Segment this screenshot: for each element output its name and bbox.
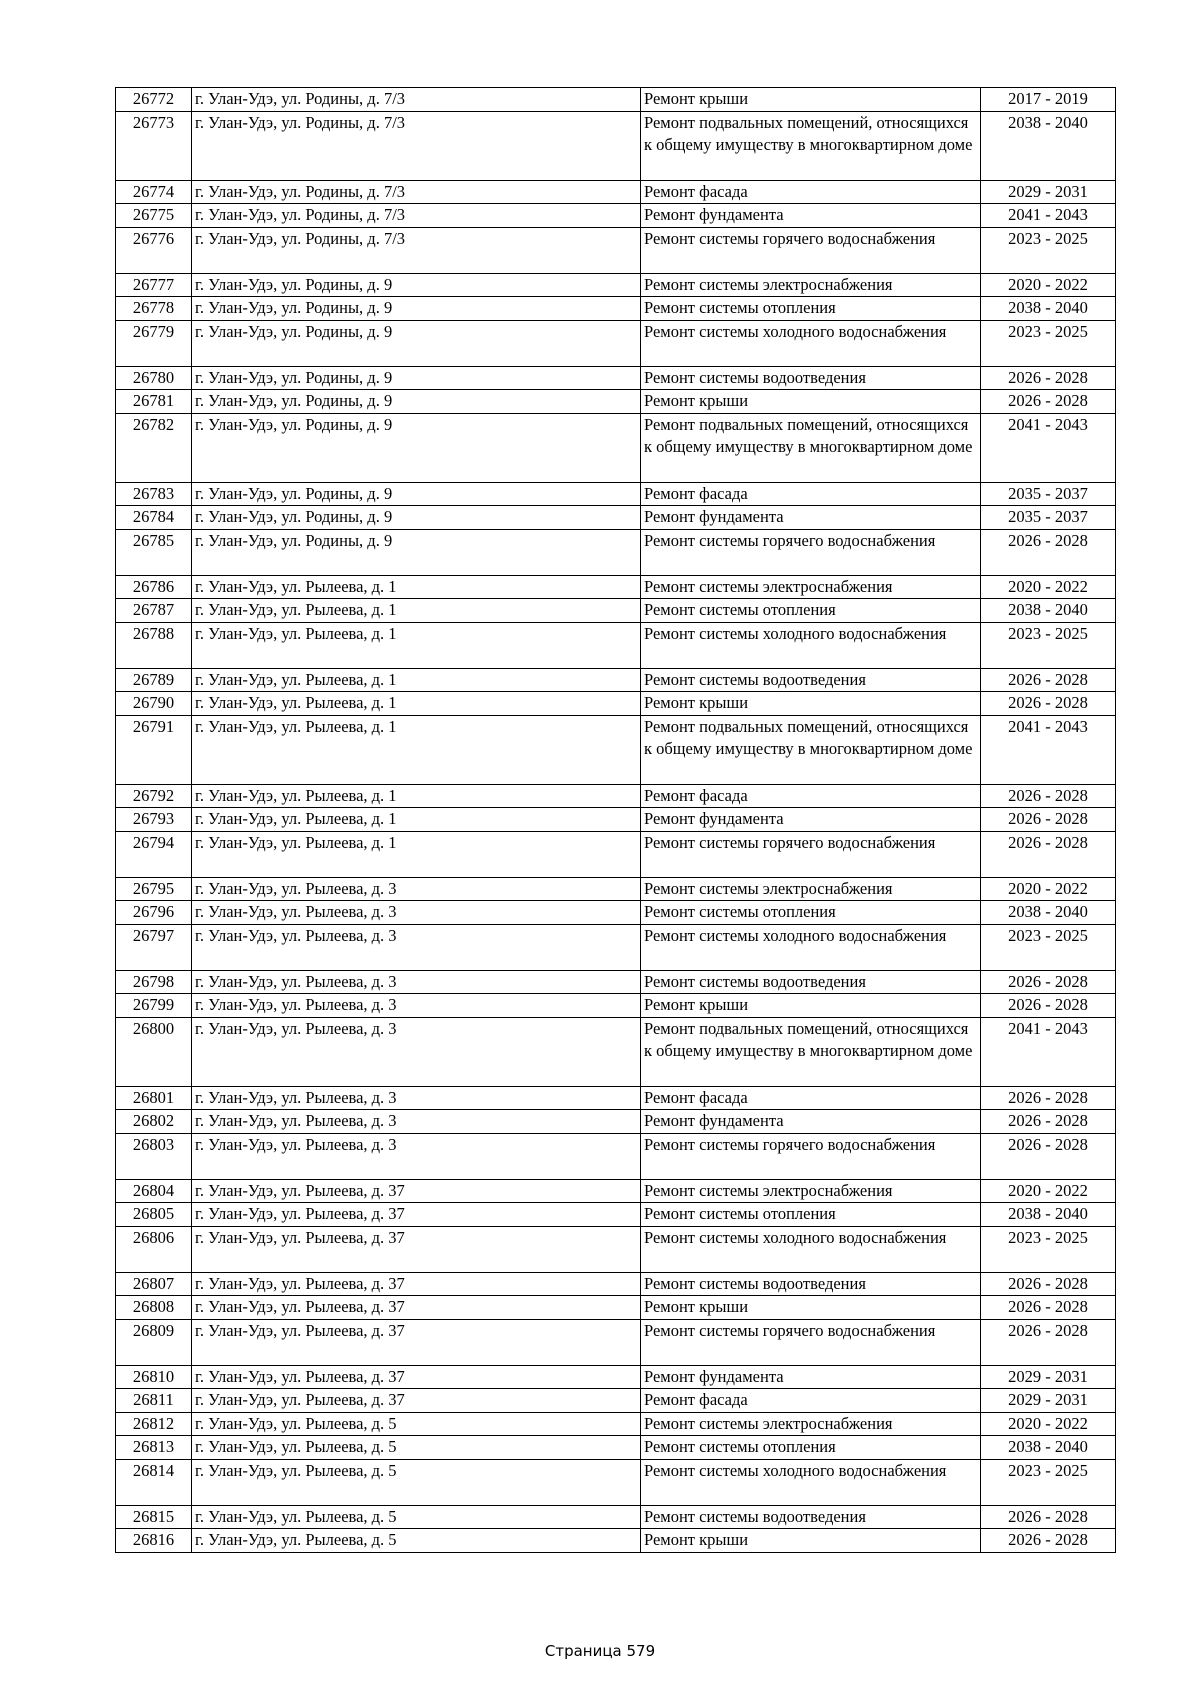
table-row — [116, 1203, 1116, 1227]
row-number: 26815 — [116, 1505, 192, 1529]
table-row — [116, 366, 1116, 390]
row-years: 2026 - 2028 — [981, 808, 1116, 832]
table-row — [116, 482, 1116, 506]
row-work-type: Ремонт фасада — [641, 784, 981, 808]
row-address: г. Улан-Удэ, ул. Рылеева, д. 3 — [192, 994, 641, 1018]
row-number: 26791 — [116, 715, 192, 784]
row-address: г. Улан-Удэ, ул. Родины, д. 9 — [192, 390, 641, 414]
row-years: 2038 - 2040 — [981, 599, 1116, 623]
row-number: 26810 — [116, 1365, 192, 1389]
row-work-type: Ремонт системы электроснабжения — [641, 273, 981, 297]
row-work-type: Ремонт системы холодного водоснабжения — [641, 320, 981, 366]
row-number: 26801 — [116, 1086, 192, 1110]
row-years: 2038 - 2040 — [981, 901, 1116, 925]
row-years: 2038 - 2040 — [981, 1436, 1116, 1460]
row-number: 26808 — [116, 1296, 192, 1320]
row-work-type: Ремонт системы водоотведения — [641, 668, 981, 692]
row-work-type: Ремонт системы водоотведения — [641, 1272, 981, 1296]
table-row — [116, 1319, 1116, 1365]
row-work-type: Ремонт подвальных помещений, относящихся к общему имуществу в многоквартирном доме — [641, 715, 981, 784]
row-number: 26772 — [116, 88, 192, 112]
row-number: 26798 — [116, 970, 192, 994]
table-row — [116, 784, 1116, 808]
row-address: г. Улан-Удэ, ул. Родины, д. 9 — [192, 506, 641, 530]
row-years: 2023 - 2025 — [981, 320, 1116, 366]
page-number: Страница 579 — [544, 1642, 656, 1660]
row-number: 26803 — [116, 1133, 192, 1179]
row-years: 2020 - 2022 — [981, 1412, 1116, 1436]
row-number: 26793 — [116, 808, 192, 832]
row-number: 26778 — [116, 297, 192, 321]
row-number: 26775 — [116, 204, 192, 228]
row-work-type: Ремонт фундамента — [641, 808, 981, 832]
row-address: г. Улан-Удэ, ул. Рылеева, д. 1 — [192, 575, 641, 599]
row-years: 2041 - 2043 — [981, 413, 1116, 482]
row-number: 26773 — [116, 111, 192, 180]
row-years: 2020 - 2022 — [981, 1179, 1116, 1203]
row-number: 26804 — [116, 1179, 192, 1203]
row-address: г. Улан-Удэ, ул. Рылеева, д. 5 — [192, 1529, 641, 1553]
row-work-type: Ремонт фасада — [641, 180, 981, 204]
row-number: 26795 — [116, 877, 192, 901]
table-row — [116, 692, 1116, 716]
row-number: 26788 — [116, 622, 192, 668]
row-address: г. Улан-Удэ, ул. Рылеева, д. 1 — [192, 784, 641, 808]
row-work-type: Ремонт фасада — [641, 1086, 981, 1110]
table-row — [116, 575, 1116, 599]
table-row — [116, 994, 1116, 1018]
row-work-type: Ремонт системы электроснабжения — [641, 575, 981, 599]
row-work-type: Ремонт крыши — [641, 390, 981, 414]
row-number: 26806 — [116, 1226, 192, 1272]
row-work-type: Ремонт системы холодного водоснабжения — [641, 1226, 981, 1272]
table-row — [116, 1459, 1116, 1505]
row-number: 26799 — [116, 994, 192, 1018]
row-number: 26785 — [116, 529, 192, 575]
table-row — [116, 970, 1116, 994]
row-years: 2026 - 2028 — [981, 1110, 1116, 1134]
table-row — [116, 901, 1116, 925]
row-number: 26812 — [116, 1412, 192, 1436]
row-years: 2026 - 2028 — [981, 1272, 1116, 1296]
table-row — [116, 273, 1116, 297]
row-address: г. Улан-Удэ, ул. Родины, д. 9 — [192, 482, 641, 506]
row-years: 2023 - 2025 — [981, 622, 1116, 668]
row-work-type: Ремонт крыши — [641, 994, 981, 1018]
row-number: 26784 — [116, 506, 192, 530]
row-work-type: Ремонт системы водоотведения — [641, 366, 981, 390]
row-address: г. Улан-Удэ, ул. Рылеева, д. 1 — [192, 808, 641, 832]
row-number: 26816 — [116, 1529, 192, 1553]
row-number: 26807 — [116, 1272, 192, 1296]
row-work-type: Ремонт системы электроснабжения — [641, 1179, 981, 1203]
row-work-type: Ремонт подвальных помещений, относящихся к общему имуществу в многоквартирном доме — [641, 413, 981, 482]
row-years: 2026 - 2028 — [981, 1086, 1116, 1110]
table-row — [116, 1296, 1116, 1320]
row-address: г. Улан-Удэ, ул. Родины, д. 9 — [192, 366, 641, 390]
table-row — [116, 180, 1116, 204]
row-address: г. Улан-Удэ, ул. Рылеева, д. 37 — [192, 1272, 641, 1296]
row-address: г. Улан-Удэ, ул. Рылеева, д. 5 — [192, 1459, 641, 1505]
row-years: 2026 - 2028 — [981, 668, 1116, 692]
row-work-type: Ремонт системы горячего водоснабжения — [641, 529, 981, 575]
row-number: 26779 — [116, 320, 192, 366]
row-number: 26792 — [116, 784, 192, 808]
row-address: г. Улан-Удэ, ул. Рылеева, д. 3 — [192, 1017, 641, 1086]
row-work-type: Ремонт фундамента — [641, 1110, 981, 1134]
table-row — [116, 1389, 1116, 1413]
row-work-type: Ремонт системы горячего водоснабжения — [641, 831, 981, 877]
row-number: 26794 — [116, 831, 192, 877]
row-years: 2023 - 2025 — [981, 1459, 1116, 1505]
row-address: г. Улан-Удэ, ул. Рылеева, д. 1 — [192, 622, 641, 668]
table-row — [116, 1272, 1116, 1296]
row-work-type: Ремонт системы отопления — [641, 297, 981, 321]
row-number: 26796 — [116, 901, 192, 925]
row-address: г. Улан-Удэ, ул. Рылеева, д. 5 — [192, 1412, 641, 1436]
row-work-type: Ремонт крыши — [641, 88, 981, 112]
table-row — [116, 877, 1116, 901]
row-address: г. Улан-Удэ, ул. Рылеева, д. 37 — [192, 1179, 641, 1203]
row-work-type: Ремонт системы отопления — [641, 1436, 981, 1460]
row-work-type: Ремонт системы водоотведения — [641, 1505, 981, 1529]
row-work-type: Ремонт подвальных помещений, относящихся к общему имуществу в многоквартирном доме — [641, 111, 981, 180]
row-work-type: Ремонт системы горячего водоснабжения — [641, 227, 981, 273]
row-years: 2038 - 2040 — [981, 297, 1116, 321]
row-address: г. Улан-Удэ, ул. Рылеева, д. 3 — [192, 970, 641, 994]
row-number: 26777 — [116, 273, 192, 297]
row-address: г. Улан-Удэ, ул. Рылеева, д. 3 — [192, 1086, 641, 1110]
row-number: 26800 — [116, 1017, 192, 1086]
row-work-type: Ремонт системы холодного водоснабжения — [641, 924, 981, 970]
row-years: 2026 - 2028 — [981, 692, 1116, 716]
row-address: г. Улан-Удэ, ул. Рылеева, д. 5 — [192, 1436, 641, 1460]
row-work-type: Ремонт системы отопления — [641, 599, 981, 623]
table-row — [116, 1226, 1116, 1272]
row-years: 2017 - 2019 — [981, 88, 1116, 112]
row-number: 26813 — [116, 1436, 192, 1460]
row-number: 26783 — [116, 482, 192, 506]
row-work-type: Ремонт крыши — [641, 1529, 981, 1553]
row-years: 2020 - 2022 — [981, 575, 1116, 599]
row-number: 26786 — [116, 575, 192, 599]
table-row — [116, 924, 1116, 970]
table-row — [116, 1505, 1116, 1529]
works-table — [115, 87, 1116, 1553]
row-address: г. Улан-Удэ, ул. Рылеева, д. 37 — [192, 1226, 641, 1272]
table-row — [116, 1133, 1116, 1179]
table-row — [116, 413, 1116, 482]
table-row — [116, 111, 1116, 180]
row-number: 26782 — [116, 413, 192, 482]
row-address: г. Улан-Удэ, ул. Рылеева, д. 37 — [192, 1203, 641, 1227]
table-row — [116, 1365, 1116, 1389]
row-number: 26805 — [116, 1203, 192, 1227]
table-row — [116, 1086, 1116, 1110]
row-years: 2020 - 2022 — [981, 273, 1116, 297]
table-row — [116, 227, 1116, 273]
row-years: 2041 - 2043 — [981, 204, 1116, 228]
row-years: 2026 - 2028 — [981, 1319, 1116, 1365]
table-row — [116, 1017, 1116, 1086]
row-number: 26809 — [116, 1319, 192, 1365]
row-address: г. Улан-Удэ, ул. Родины, д. 7/3 — [192, 88, 641, 112]
table-row — [116, 1529, 1116, 1553]
row-address: г. Улан-Удэ, ул. Родины, д. 9 — [192, 529, 641, 575]
row-years: 2026 - 2028 — [981, 390, 1116, 414]
row-years: 2026 - 2028 — [981, 784, 1116, 808]
row-years: 2023 - 2025 — [981, 1226, 1116, 1272]
row-years: 2029 - 2031 — [981, 1389, 1116, 1413]
table-row — [116, 599, 1116, 623]
table-row — [116, 668, 1116, 692]
table-row — [116, 529, 1116, 575]
row-years: 2035 - 2037 — [981, 506, 1116, 530]
row-work-type: Ремонт системы отопления — [641, 901, 981, 925]
table-row — [116, 715, 1116, 784]
row-work-type: Ремонт фундамента — [641, 204, 981, 228]
row-work-type: Ремонт крыши — [641, 692, 981, 716]
row-address: г. Улан-Удэ, ул. Родины, д. 7/3 — [192, 111, 641, 180]
row-address: г. Улан-Удэ, ул. Рылеева, д. 3 — [192, 1133, 641, 1179]
row-address: г. Улан-Удэ, ул. Рылеева, д. 37 — [192, 1389, 641, 1413]
table-row — [116, 297, 1116, 321]
row-years: 2026 - 2028 — [981, 1133, 1116, 1179]
row-years: 2026 - 2028 — [981, 529, 1116, 575]
table-row — [116, 1110, 1116, 1134]
row-years: 2020 - 2022 — [981, 877, 1116, 901]
row-years: 2026 - 2028 — [981, 366, 1116, 390]
row-address: г. Улан-Удэ, ул. Рылеева, д. 1 — [192, 668, 641, 692]
row-address: г. Улан-Удэ, ул. Родины, д. 7/3 — [192, 204, 641, 228]
row-work-type: Ремонт системы водоотведения — [641, 970, 981, 994]
table-row — [116, 204, 1116, 228]
row-years: 2038 - 2040 — [981, 111, 1116, 180]
row-address: г. Улан-Удэ, ул. Родины, д. 9 — [192, 413, 641, 482]
row-years: 2026 - 2028 — [981, 1529, 1116, 1553]
table-row — [116, 1436, 1116, 1460]
row-address: г. Улан-Удэ, ул. Рылеева, д. 5 — [192, 1505, 641, 1529]
row-address: г. Улан-Удэ, ул. Рылеева, д. 1 — [192, 599, 641, 623]
table-row — [116, 320, 1116, 366]
row-number: 26814 — [116, 1459, 192, 1505]
row-number: 26790 — [116, 692, 192, 716]
row-work-type: Ремонт системы электроснабжения — [641, 1412, 981, 1436]
row-years: 2026 - 2028 — [981, 831, 1116, 877]
row-years: 2038 - 2040 — [981, 1203, 1116, 1227]
row-work-type: Ремонт фасада — [641, 482, 981, 506]
row-number: 26780 — [116, 366, 192, 390]
row-years: 2029 - 2031 — [981, 180, 1116, 204]
table-row — [116, 88, 1116, 112]
row-number: 26776 — [116, 227, 192, 273]
table-row — [116, 1412, 1116, 1436]
row-years: 2026 - 2028 — [981, 1296, 1116, 1320]
row-work-type: Ремонт системы отопления — [641, 1203, 981, 1227]
row-number: 26787 — [116, 599, 192, 623]
row-work-type: Ремонт подвальных помещений, относящихся к общему имуществу в многоквартирном доме — [641, 1017, 981, 1086]
row-address: г. Улан-Удэ, ул. Рылеева, д. 37 — [192, 1365, 641, 1389]
row-work-type: Ремонт крыши — [641, 1296, 981, 1320]
row-address: г. Улан-Удэ, ул. Родины, д. 7/3 — [192, 227, 641, 273]
row-address: г. Улан-Удэ, ул. Родины, д. 7/3 — [192, 180, 641, 204]
row-work-type: Ремонт системы электроснабжения — [641, 877, 981, 901]
row-address: г. Улан-Удэ, ул. Родины, д. 9 — [192, 320, 641, 366]
row-years: 2026 - 2028 — [981, 994, 1116, 1018]
row-address: г. Улан-Удэ, ул. Рылеева, д. 1 — [192, 692, 641, 716]
table-row — [116, 390, 1116, 414]
row-number: 26811 — [116, 1389, 192, 1413]
row-address: г. Улан-Удэ, ул. Родины, д. 9 — [192, 297, 641, 321]
row-address: г. Улан-Удэ, ул. Рылеева, д. 3 — [192, 924, 641, 970]
row-years: 2029 - 2031 — [981, 1365, 1116, 1389]
row-work-type: Ремонт системы холодного водоснабжения — [641, 1459, 981, 1505]
row-years: 2041 - 2043 — [981, 715, 1116, 784]
row-number: 26802 — [116, 1110, 192, 1134]
row-years: 2023 - 2025 — [981, 227, 1116, 273]
row-address: г. Улан-Удэ, ул. Рылеева, д. 3 — [192, 1110, 641, 1134]
row-number: 26789 — [116, 668, 192, 692]
row-number: 26774 — [116, 180, 192, 204]
row-address: г. Улан-Удэ, ул. Рылеева, д. 3 — [192, 901, 641, 925]
row-years: 2041 - 2043 — [981, 1017, 1116, 1086]
row-work-type: Ремонт фасада — [641, 1389, 981, 1413]
row-number: 26797 — [116, 924, 192, 970]
table-row — [116, 506, 1116, 530]
row-years: 2023 - 2025 — [981, 924, 1116, 970]
row-work-type: Ремонт фундамента — [641, 506, 981, 530]
table-row — [116, 831, 1116, 877]
row-address: г. Улан-Удэ, ул. Родины, д. 9 — [192, 273, 641, 297]
row-work-type: Ремонт системы горячего водоснабжения — [641, 1133, 981, 1179]
row-work-type: Ремонт системы холодного водоснабжения — [641, 622, 981, 668]
row-address: г. Улан-Удэ, ул. Рылеева, д. 3 — [192, 877, 641, 901]
row-years: 2035 - 2037 — [981, 482, 1116, 506]
row-address: г. Улан-Удэ, ул. Рылеева, д. 1 — [192, 831, 641, 877]
row-work-type: Ремонт системы горячего водоснабжения — [641, 1319, 981, 1365]
row-years: 2026 - 2028 — [981, 970, 1116, 994]
row-address: г. Улан-Удэ, ул. Рылеева, д. 37 — [192, 1296, 641, 1320]
row-number: 26781 — [116, 390, 192, 414]
table-row — [116, 622, 1116, 668]
table-row — [116, 1179, 1116, 1203]
row-address: г. Улан-Удэ, ул. Рылеева, д. 1 — [192, 715, 641, 784]
works-table-body — [116, 88, 1116, 1553]
table-row — [116, 808, 1116, 832]
row-work-type: Ремонт фундамента — [641, 1365, 981, 1389]
row-years: 2026 - 2028 — [981, 1505, 1116, 1529]
row-address: г. Улан-Удэ, ул. Рылеева, д. 37 — [192, 1319, 641, 1365]
